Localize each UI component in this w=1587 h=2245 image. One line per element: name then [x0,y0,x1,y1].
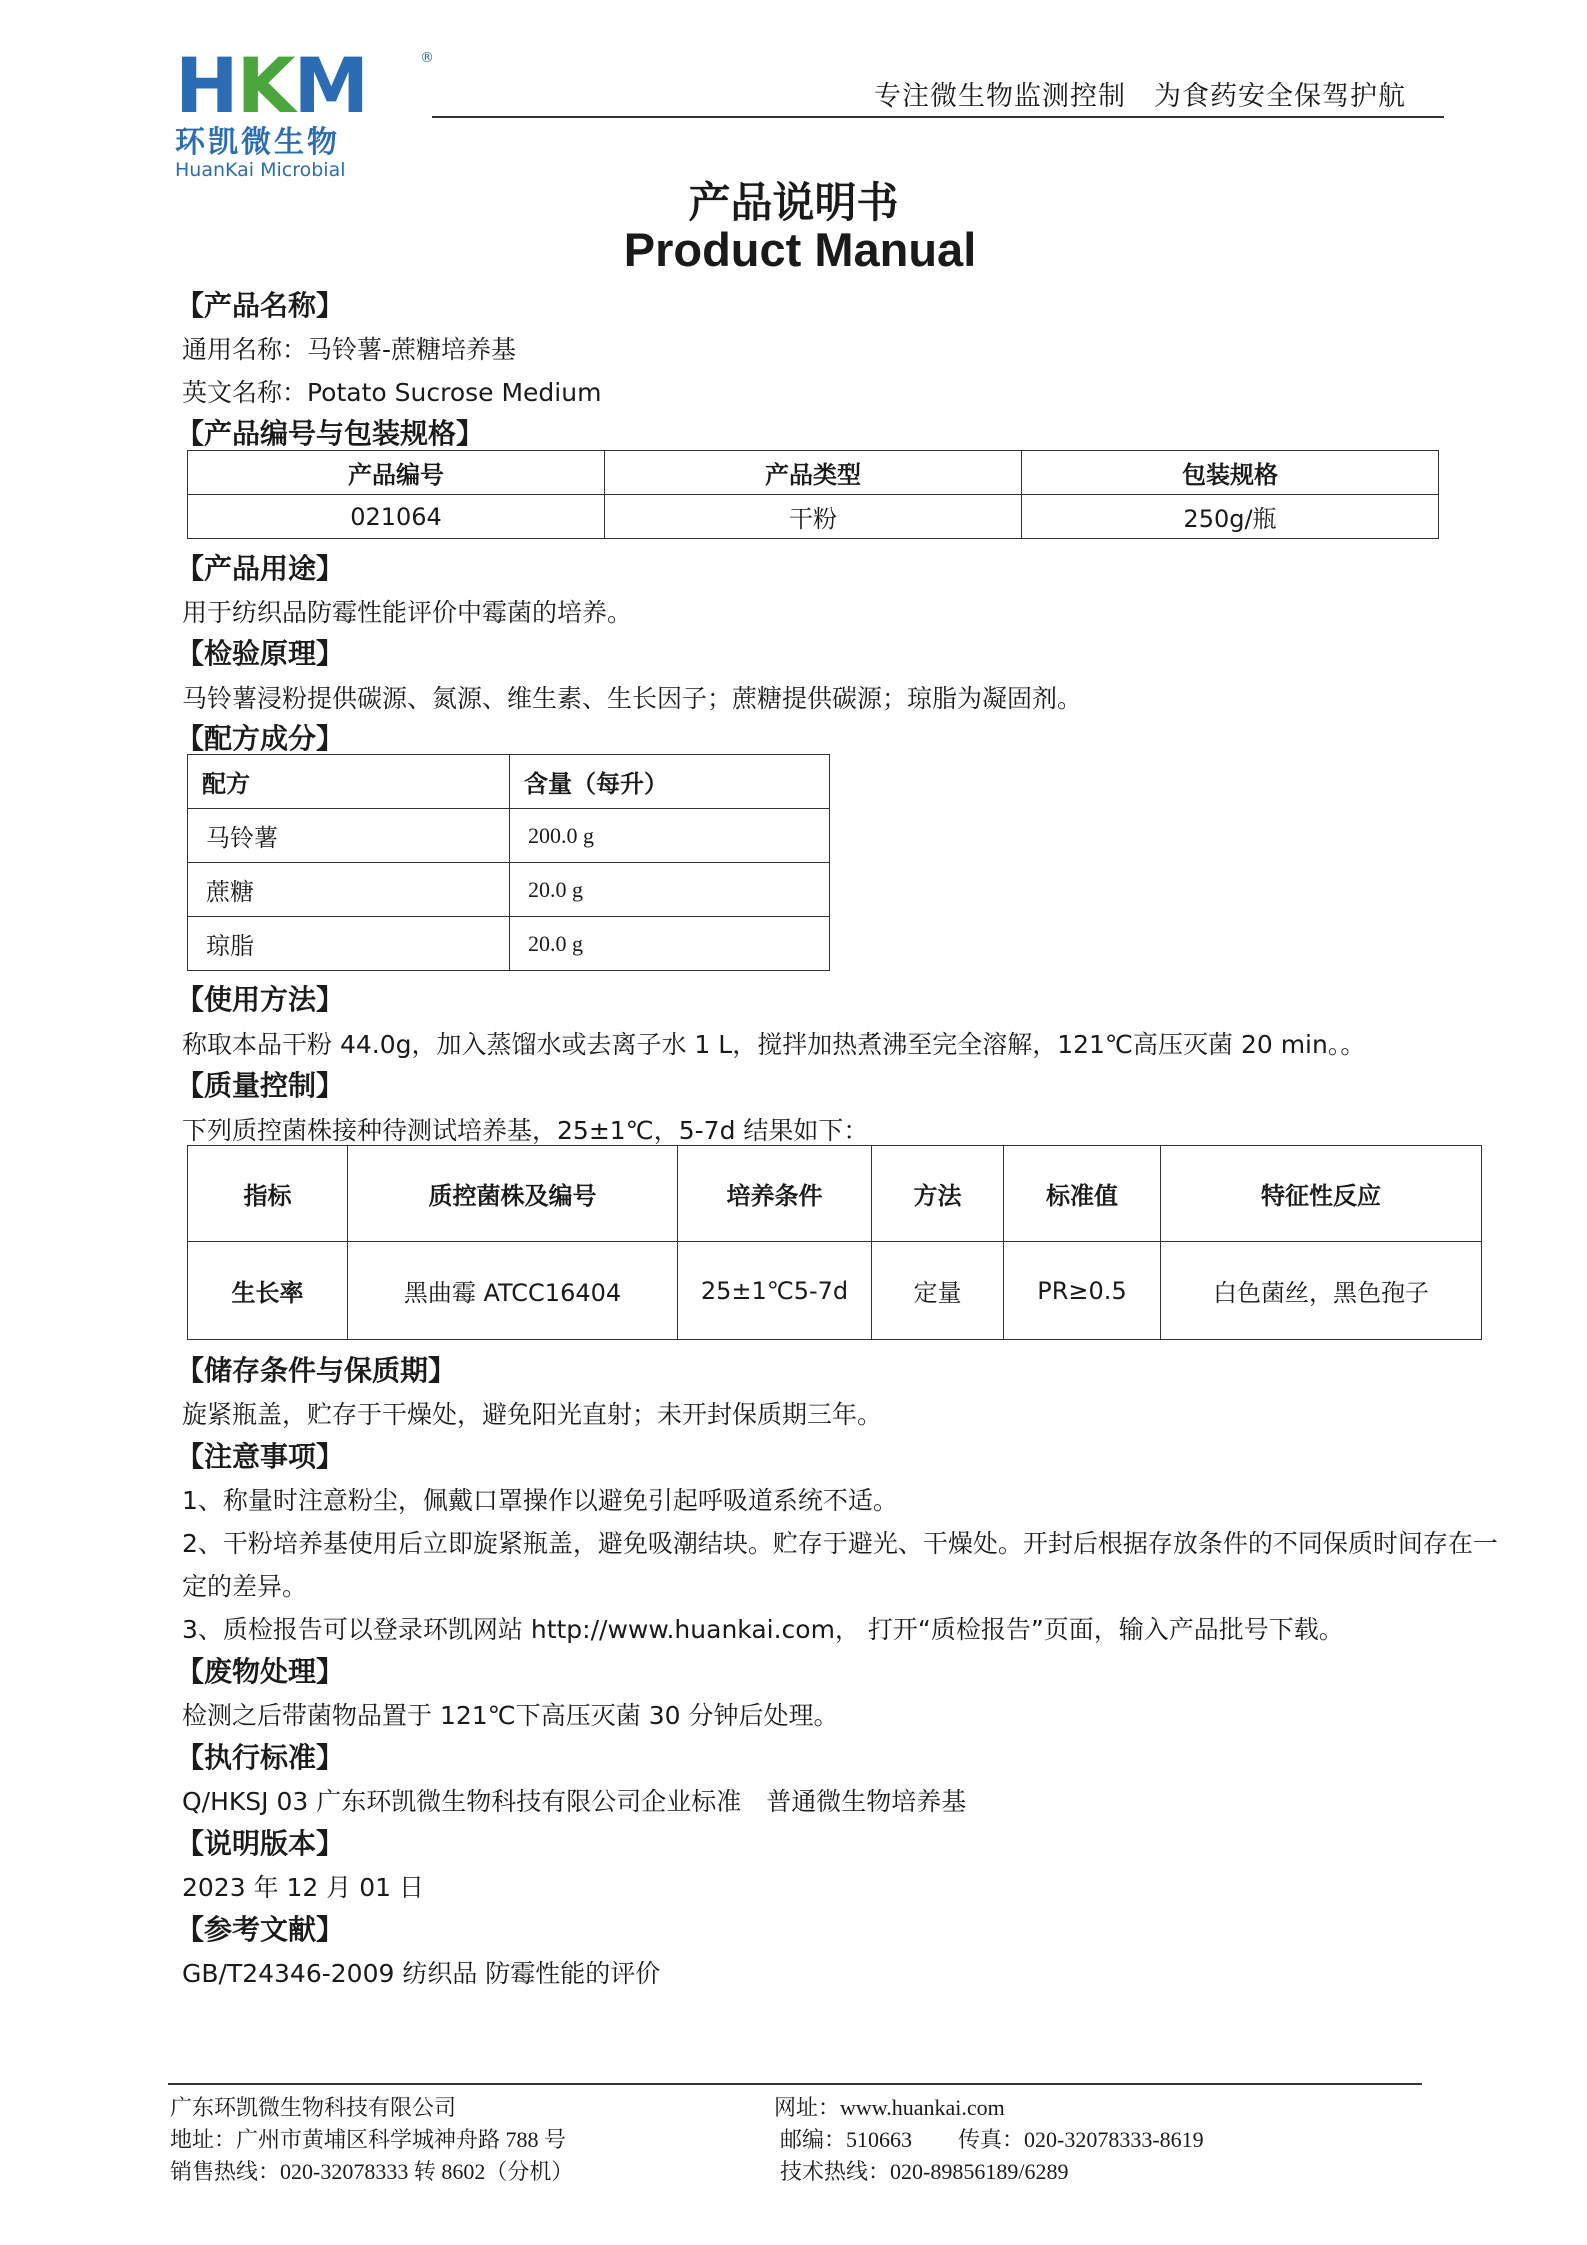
table-cell: 生长率 [188,1242,348,1340]
table-cell: 250g/瓶 [1022,495,1439,539]
logo-chinese-name: 环凯微生物 [175,125,340,160]
footer-website: 网址：www.huankai.com [774,2095,1005,2120]
table-cell: 干粉 [605,495,1022,539]
table-header-cell: 特征性反应 [1161,1146,1482,1242]
footer-divider [168,2083,1422,2085]
footer-company: 广东环凯微生物科技有限公司 [170,2095,457,2120]
table-row [188,917,830,971]
english-name: 英文名称：Potato Sucrose Medium [182,378,602,407]
disposal-text: 检测之后带菌物品置于 121℃下高压灭菌 30 分钟后处理。 [182,1701,839,1730]
table-cell: 25±1℃5-7d [678,1242,872,1340]
table-cell: 白色菌丝，黑色孢子 [1161,1242,1482,1340]
section-heading-method: 【使用方法】 [176,983,345,1016]
method-text: 称取本品干粉 44.0g，加入蒸馏水或去离子水 1 L，搅拌加热煮沸至完全溶解，121℃高压灭菌 20 min。。 [182,1030,1366,1059]
table-header-cell: 产品编号 [188,451,605,495]
section-heading-usage: 【产品用途】 [176,552,345,585]
table-cell: 20.0 g [510,917,830,971]
table-row [188,495,1439,539]
qc-intro: 下列质控菌株接种待测试培养基，25±1℃，5-7d 结果如下： [182,1116,869,1145]
table-cell: 定量 [872,1242,1004,1340]
table-cell: 马铃薯 [188,809,510,863]
table-row [188,863,830,917]
table-cell: 200.0 g [510,809,830,863]
table-row [188,1242,1482,1340]
section-heading-standard: 【执行标准】 [176,1741,345,1774]
company-logo [175,41,435,181]
note-item: 2、干粉培养基使用后立即旋紧瓶盖，避免吸潮结块。贮存于避光、干燥处。开封后根据存放条件的不同保质时间存在一 [182,1529,1498,1558]
common-name: 通用名称：马铃薯-蔗糖培养基 [182,335,517,364]
standard-text: Q/HKSJ 03 广东环凯微生物科技有限公司企业标准 普通微生物培养基 [182,1787,967,1816]
usage-text: 用于纺织品防霉性能评价中霉菌的培养。 [182,598,633,627]
table-cell: 黑曲霉 ATCC16404 [348,1242,678,1340]
footer-postcode: 邮编：510663 [780,2127,913,2152]
qc-table [187,1145,1482,1340]
page-title-en: Product Manual [623,223,977,276]
table-header-cell: 方法 [872,1146,1004,1242]
table-row [188,809,830,863]
version-text: 2023 年 12 月 01 日 [182,1873,424,1902]
footer-tech-hotline: 技术热线：020-89856189/6289 [780,2159,1069,2184]
table-header-cell: 培养条件 [678,1146,872,1242]
note-item: 1、称量时注意粉尘，佩戴口罩操作以避免引起呼吸道系统不适。 [182,1486,898,1515]
note-item: 定的差异。 [182,1572,308,1601]
table-header-cell: 指标 [188,1146,348,1242]
formula-table [187,754,830,971]
table-header-row [188,451,1439,495]
table-header-cell: 包装规格 [1022,451,1439,495]
footer-fax: 传真：020-32078333-8619 [958,2127,1204,2152]
table-cell: 琼脂 [188,917,510,971]
section-heading-principle: 【检验原理】 [176,637,345,670]
page-title-cn: 产品说明书 [688,178,899,227]
table-header-cell: 产品类型 [605,451,1022,495]
table-header-cell: 配方 [188,755,510,809]
section-heading-product-name: 【产品名称】 [176,289,345,322]
section-heading-version: 【说明版本】 [176,1827,345,1860]
logo-letter-h: H [175,41,237,130]
logo-mark [175,41,435,130]
table-header-cell: 质控菌株及编号 [348,1146,678,1242]
table-cell: 20.0 g [510,863,830,917]
table-header-cell: 含量（每升） [510,755,830,809]
table-header-cell: 标准值 [1004,1146,1161,1242]
section-heading-disposal: 【废物处理】 [176,1655,345,1688]
storage-text: 旋紧瓶盖，贮存于干燥处，避免阳光直射；未开封保质期三年。 [182,1400,883,1429]
table-cell: PR≥0.5 [1004,1242,1161,1340]
section-heading-notes: 【注意事项】 [176,1440,345,1473]
table-cell: 021064 [188,495,605,539]
table-header-row [188,755,830,809]
section-heading-qc: 【质量控制】 [176,1069,345,1102]
table-header-row [188,1146,1482,1242]
product-code-table [187,450,1439,539]
header-divider [432,116,1444,118]
registered-mark: ® [420,50,434,66]
references-text: GB/T24346-2009 纺织品 防霉性能的评价 [182,1959,661,1988]
principle-text: 马铃薯浸粉提供碳源、氮源、维生素、生长因子；蔗糖提供碳源；琼脂为凝固剂。 [182,684,1083,713]
footer-address: 地址：广州市黄埔区科学城神舟路 788 号 [170,2127,567,2152]
section-heading-storage: 【储存条件与保质期】 [176,1354,457,1387]
logo-letter-m: M [293,41,368,130]
section-heading-product-code: 【产品编号与包装规格】 [176,417,485,450]
footer-sales-hotline: 销售热线：020-32078333 转 8602（分机） [170,2159,574,2184]
logo-english-name: HuanKai Microbial [175,159,346,181]
table-cell: 蔗糖 [188,863,510,917]
section-heading-formula: 【配方成分】 [176,722,345,755]
logo-letter-k: K [236,41,294,130]
section-heading-references: 【参考文献】 [176,1913,345,1946]
header-slogan: 专注微生物监测控制 为食药安全保驾护航 [874,81,1406,112]
note-item: 3、质检报告可以登录环凯网站 http://www.huankai.com， 打开“质检报告”页面，输入产品批号下载。 [182,1615,1344,1644]
